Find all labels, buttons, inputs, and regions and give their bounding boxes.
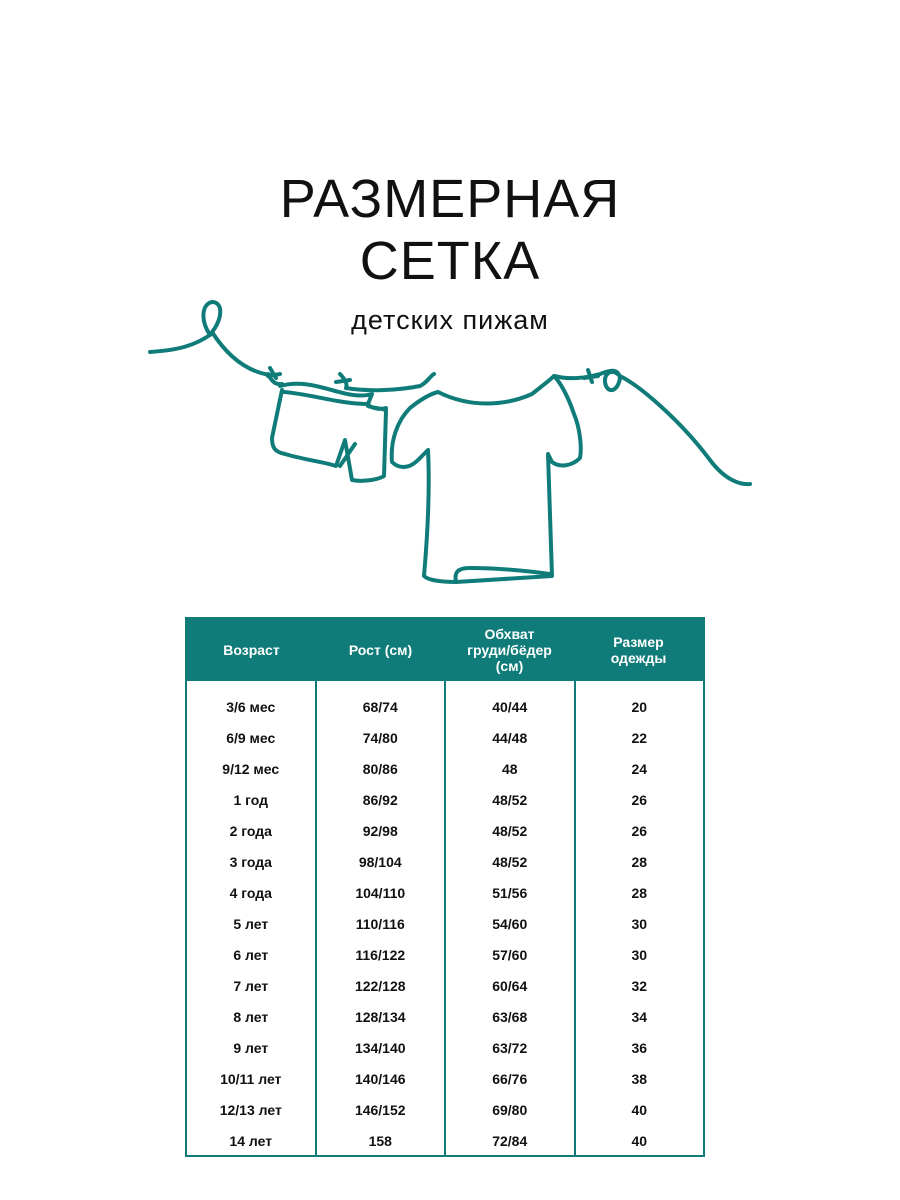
table-cell-size: 30 bbox=[631, 915, 648, 932]
table-cell-size: 40 bbox=[631, 1132, 648, 1149]
header-size-line-1: Размер bbox=[613, 634, 664, 650]
table-cell-size: 20 bbox=[631, 698, 648, 715]
table-cell-chest: 66/76 bbox=[492, 1070, 528, 1087]
table-cell-chest: 63/68 bbox=[492, 1008, 528, 1025]
table-cell-height: 158 bbox=[368, 1132, 392, 1149]
table-cell-height: 80/86 bbox=[362, 760, 398, 777]
table-cell-size: 22 bbox=[631, 729, 648, 746]
table-cell-height: 128/134 bbox=[354, 1008, 406, 1025]
table-cell-age: 6 лет bbox=[233, 946, 269, 963]
table-cell-height: 140/146 bbox=[354, 1070, 406, 1087]
header-age: Возраст bbox=[223, 642, 280, 658]
table-cell-chest: 63/72 bbox=[492, 1039, 528, 1056]
table-cell-size: 40 bbox=[631, 1101, 648, 1118]
table-cell-chest: 54/60 bbox=[492, 915, 528, 932]
table-cell-age: 12/13 лет bbox=[219, 1101, 282, 1118]
header-chest-line-1: Обхват bbox=[484, 626, 535, 642]
table-cell-size: 30 bbox=[631, 946, 648, 963]
column-height bbox=[315, 681, 445, 1155]
table-cell-chest: 57/60 bbox=[492, 946, 528, 963]
table-cell-chest: 72/84 bbox=[492, 1132, 528, 1149]
table-header bbox=[187, 619, 703, 681]
table-cell-age: 8 лет bbox=[233, 1008, 269, 1025]
table-cell-height: 68/74 bbox=[362, 698, 398, 715]
table-cell-chest: 48/52 bbox=[492, 853, 528, 870]
clothesline-pajamas-illustration bbox=[140, 290, 760, 600]
tshirt-icon bbox=[392, 376, 581, 582]
table-cell-height: 74/80 bbox=[362, 729, 398, 746]
page-subtitle: детских пижам bbox=[351, 305, 549, 335]
table-cell-age: 9/12 мес bbox=[222, 760, 280, 777]
table-cell-chest: 60/64 bbox=[492, 977, 528, 994]
clothesline-rope-middle bbox=[346, 374, 434, 390]
table-cell-age: 7 лет bbox=[233, 977, 269, 994]
clothesline-rope-right bbox=[554, 371, 750, 484]
table-cell-chest: 48/52 bbox=[492, 822, 528, 839]
table-cell-age: 10/11 лет bbox=[220, 1070, 282, 1087]
header-size-line-2: одежды bbox=[610, 650, 667, 666]
header-chest-line-2: груди/бёдер bbox=[467, 642, 552, 658]
page-title-line-2: СЕТКА bbox=[359, 231, 541, 291]
table-cell-chest: 51/56 bbox=[492, 884, 528, 901]
table-body bbox=[187, 681, 703, 1155]
table-cell-age: 3/6 мес bbox=[226, 698, 276, 715]
column-chest bbox=[444, 681, 574, 1155]
table-cell-age: 14 лет bbox=[229, 1132, 273, 1149]
table-cell-age: 6/9 мес bbox=[226, 729, 276, 746]
table-cell-chest: 48/52 bbox=[492, 791, 528, 808]
table-cell-height: 134/140 bbox=[354, 1039, 406, 1056]
clip-right bbox=[584, 370, 598, 382]
column-size bbox=[574, 681, 704, 1155]
table-cell-height: 122/128 bbox=[354, 977, 406, 994]
table-cell-size: 28 bbox=[631, 853, 648, 870]
header-chest bbox=[445, 619, 574, 681]
table-cell-size: 28 bbox=[631, 884, 648, 901]
table-cell-height: 104/110 bbox=[355, 884, 406, 901]
table-cell-age: 3 года bbox=[229, 853, 272, 870]
table-cell-height: 116/122 bbox=[355, 946, 406, 963]
table-cell-chest: 40/44 bbox=[492, 698, 528, 715]
table-cell-age: 9 лет bbox=[233, 1039, 269, 1056]
table-cell-chest: 69/80 bbox=[492, 1101, 528, 1118]
page-title-line-1: РАЗМЕРНАЯ bbox=[279, 169, 621, 229]
table-cell-age: 2 года bbox=[229, 822, 272, 839]
table-cell-chest: 44/48 bbox=[492, 729, 528, 746]
header-chest-line-3: (см) bbox=[495, 658, 524, 674]
table-cell-size: 38 bbox=[631, 1070, 648, 1087]
table-cell-height: 92/98 bbox=[362, 822, 398, 839]
table-cell-size: 36 bbox=[631, 1039, 648, 1056]
column-age bbox=[187, 681, 315, 1155]
table-cell-height: 110/116 bbox=[355, 915, 405, 932]
size-chart-table bbox=[185, 617, 705, 1157]
table-cell-size: 26 bbox=[631, 822, 648, 839]
table-cell-age: 1 год bbox=[233, 791, 269, 808]
table-cell-size: 26 bbox=[631, 791, 648, 808]
table-cell-age: 4 года bbox=[229, 884, 272, 901]
table-cell-size: 24 bbox=[631, 760, 648, 777]
table-cell-height: 146/152 bbox=[354, 1101, 406, 1118]
table-cell-age: 5 лет bbox=[233, 915, 269, 932]
table-cell-height: 86/92 bbox=[362, 791, 398, 808]
table-cell-size: 34 bbox=[631, 1008, 648, 1025]
clip-middle bbox=[336, 374, 350, 388]
table-cell-size: 32 bbox=[631, 977, 648, 994]
clothesline-rope-left bbox=[150, 302, 270, 375]
header-height: Рост (см) bbox=[348, 642, 413, 658]
header-size bbox=[574, 619, 703, 681]
table-cell-height: 98/104 bbox=[358, 853, 402, 870]
table-cell-chest: 48 bbox=[501, 760, 518, 777]
